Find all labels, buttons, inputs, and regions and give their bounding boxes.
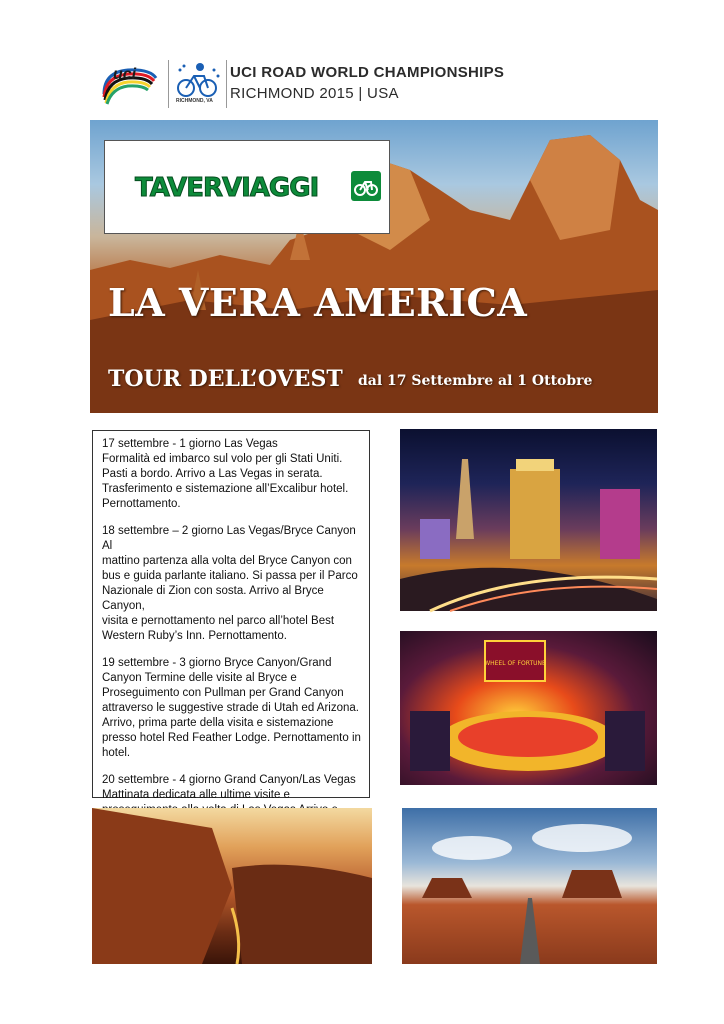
itinerary-line: Arrivo, prima parte della visita e sistemazione xyxy=(102,717,334,729)
itinerary-line: 17 settembre - 1 giorno Las Vegas xyxy=(102,438,278,450)
header-divider xyxy=(168,60,169,108)
itinerary-line: mattino partenza alla volta del Bryce Canyon con xyxy=(102,555,352,567)
header-divider xyxy=(226,60,227,108)
uci-logo-text: uci xyxy=(113,66,137,83)
itinerary-line: Nazionale di Zion con sosta. Arrivo al Bryce Canyon, xyxy=(102,585,324,612)
itinerary-line: Proseguimento con Pullman per Grand Canyon xyxy=(102,687,344,699)
itinerary-line: Western Ruby’s Inn. Pernottamento. xyxy=(102,630,287,642)
itinerary-line: visita e pernottamento nel parco all’hotel Best xyxy=(102,615,335,627)
itinerary-day-2 xyxy=(102,524,361,644)
itinerary-box xyxy=(92,430,370,801)
event-subtitle: RICHMOND 2015 | USA xyxy=(230,85,399,102)
event-title: UCI ROAD WORLD CHAMPIONSHIPS xyxy=(230,64,505,81)
itinerary-line: Mattinata dedicata alle ultime visite e xyxy=(102,789,290,801)
bicycle-icon xyxy=(351,171,381,201)
itinerary-line: 19 settembre - 3 giorno Bryce Canyon/Grand xyxy=(102,657,332,669)
itinerary-line: hotel. xyxy=(102,747,131,759)
itinerary-line: Trasferimento e sistemazione all’Excalibur hotel. xyxy=(102,483,349,495)
tour-dates: dal 17 Settembre al 1 Ottobre xyxy=(358,373,593,389)
agency-logo-text: TAVERVIAGGI xyxy=(135,173,319,203)
hero-title: LA VERA AMERICA xyxy=(108,280,528,325)
agency-logo-box xyxy=(104,140,390,234)
itinerary-line: bus e guida parlante italiano. Si passa per il Parco xyxy=(102,570,358,582)
itinerary-line: Pernottamento. xyxy=(102,498,181,510)
casino-sign: WHEEL OF FORTUNE xyxy=(484,660,546,667)
itinerary-line: presso hotel Red Feather Lodge. Pernottamento in xyxy=(102,732,361,744)
monument-valley-photo xyxy=(402,808,657,964)
itinerary-line: attraverso le suggestive strade di Utah ed Arizona. xyxy=(102,702,359,714)
itinerary-line: 18 settembre – 2 giorno Las Vegas/Bryce Canyon Al xyxy=(102,525,356,552)
hero-banner xyxy=(90,120,658,413)
itinerary-day-1 xyxy=(102,437,361,512)
itinerary-line: Formalità ed imbarco sul volo per gli Stati Uniti. xyxy=(102,453,343,465)
grand-canyon-photo xyxy=(92,808,372,964)
itinerary-line: Pasti a bordo. Arrivo a Las Vegas in serata. xyxy=(102,468,323,480)
itinerary-day-3 xyxy=(102,656,361,761)
las-vegas-strip-photo xyxy=(400,429,657,611)
itinerary-line: 20 settembre - 4 giorno Grand Canyon/Las Vegas xyxy=(102,774,356,786)
casino-slot-machines-photo xyxy=(400,631,657,785)
itinerary-line: Canyon Termine delle visite al Bryce e xyxy=(102,672,297,684)
cyclist-logo-caption: RICHMOND, VA xyxy=(176,98,213,104)
tour-name: TOUR DELL’OVEST xyxy=(108,366,343,392)
uci-logo xyxy=(98,64,160,104)
header-logos xyxy=(98,58,538,110)
